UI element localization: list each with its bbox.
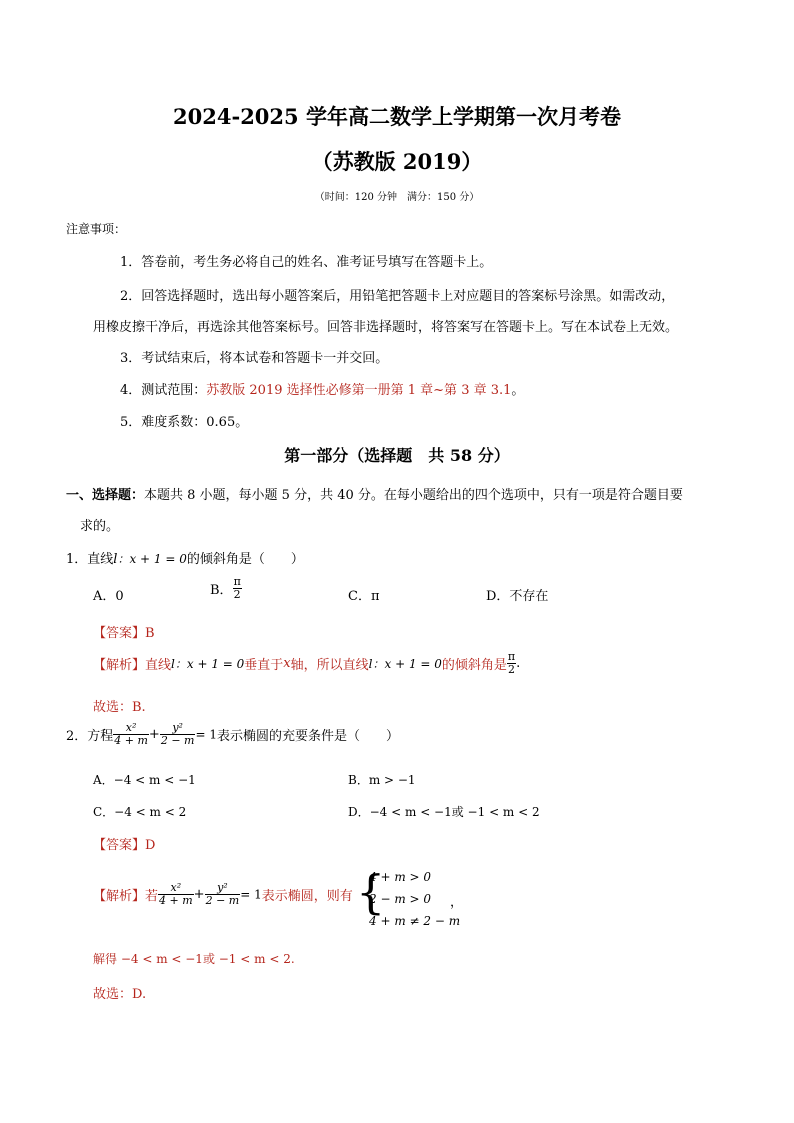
q1-option-a: A．0 [93,589,124,604]
q2-option-a: A．−4 < m < −1 [93,773,196,787]
q1-stem: 1．直线l：x + 1 = 0的倾斜角是（ ） [66,552,304,567]
condition-1: 4 + m > 0 [369,870,432,884]
note-item-4: 4．测试范围：苏教版 2019 选择性必修第一册第 1 章~第 3 章 3.1。 [120,383,525,398]
notes-heading: 注意事项： [66,222,127,236]
note-item-3: 3．考试结束后，将本试卷和答题卡一并交回。 [120,351,389,366]
q1-option-b: B． $\frac{\pi}{2}$ [210,575,241,601]
condition-2: 2 − m > 0 [369,892,432,906]
q2-option-d: D．−4 < m < −1或 −1 < m < 2 [348,805,540,819]
note-item-5: 5．难度系数：0.65。 [120,415,249,430]
q1-option-d: D．不存在 [486,589,549,604]
page-title: 2024-2025 学年高二数学上学期第一次月考卷 [173,104,621,129]
q2-choose: 故选：D. [93,987,147,1002]
edition-subtitle: （苏教版 2019） [311,149,483,174]
q2-condition-system [369,866,460,932]
q1-choose: 故选：B. [93,700,146,715]
note-item-2: 2．回答选择题时，选出每小题答案后，用铅笔把答题卡上对应题目的答案标号涂黑。如需改动， [120,289,675,304]
condition-3: 4 + m ≠ 2 − m [369,914,461,928]
q2-explanation: 【解析】若 $\frac{\text{x²}}{4 + m}$ + $\frac{\text{y²}}{2 - m}$ = 1表示椭圆，则有 [93,881,353,907]
system-comma: ， [450,895,464,910]
q1-answer: 【答案】B [93,626,155,641]
exam-meta: （时间：120 分钟 满分：150 分） [314,192,480,203]
note-item-1: 1．答卷前，考生务必将自己的姓名、准考证号填写在答题卡上。 [120,255,493,270]
note-item-2-cont: 用橡皮擦干净后，再选涂其他答案标号。回答非选择题时，将答案写在答题卡上。写在本试卷上无效。 [93,320,679,335]
section-instructions-cont: 求的。 [80,519,120,534]
q1-option-c: C．π [348,589,380,604]
part1-heading: 第一部分（选择题 共 58 分） [284,446,510,465]
q2-option-c: C．−4 < m < 2 [93,805,187,819]
q1-explanation: 【解析】直线l：x + 1 = 0垂直于x轴，所以直线l：x + 1 = 0的倾斜角是 $\frac{\pi}{2}$ . [93,650,521,676]
q2-solve: 解得 −4 < m < −1或 −1 < m < 2. [93,952,295,966]
q2-option-b: B．m > −1 [348,773,416,787]
system-brace: { [356,865,386,919]
test-scope: 苏教版 2019 选择性必修第一册第 1 章~第 3 章 3.1 [206,383,512,398]
q2-stem: 2．方程 $\frac{\text{x²}}{4 + m}$ + $\frac{\text{y²}}{2 - m}$ = 1表示椭圆的充要条件是（ ） [66,721,399,747]
section-instructions: 一、选择题：本题共 8 小题，每小题 5 分，共 40 分。在每小题给出的四个选项中，只有一项是符合题目要 [66,488,683,503]
q2-answer: 【答案】D [93,838,156,853]
